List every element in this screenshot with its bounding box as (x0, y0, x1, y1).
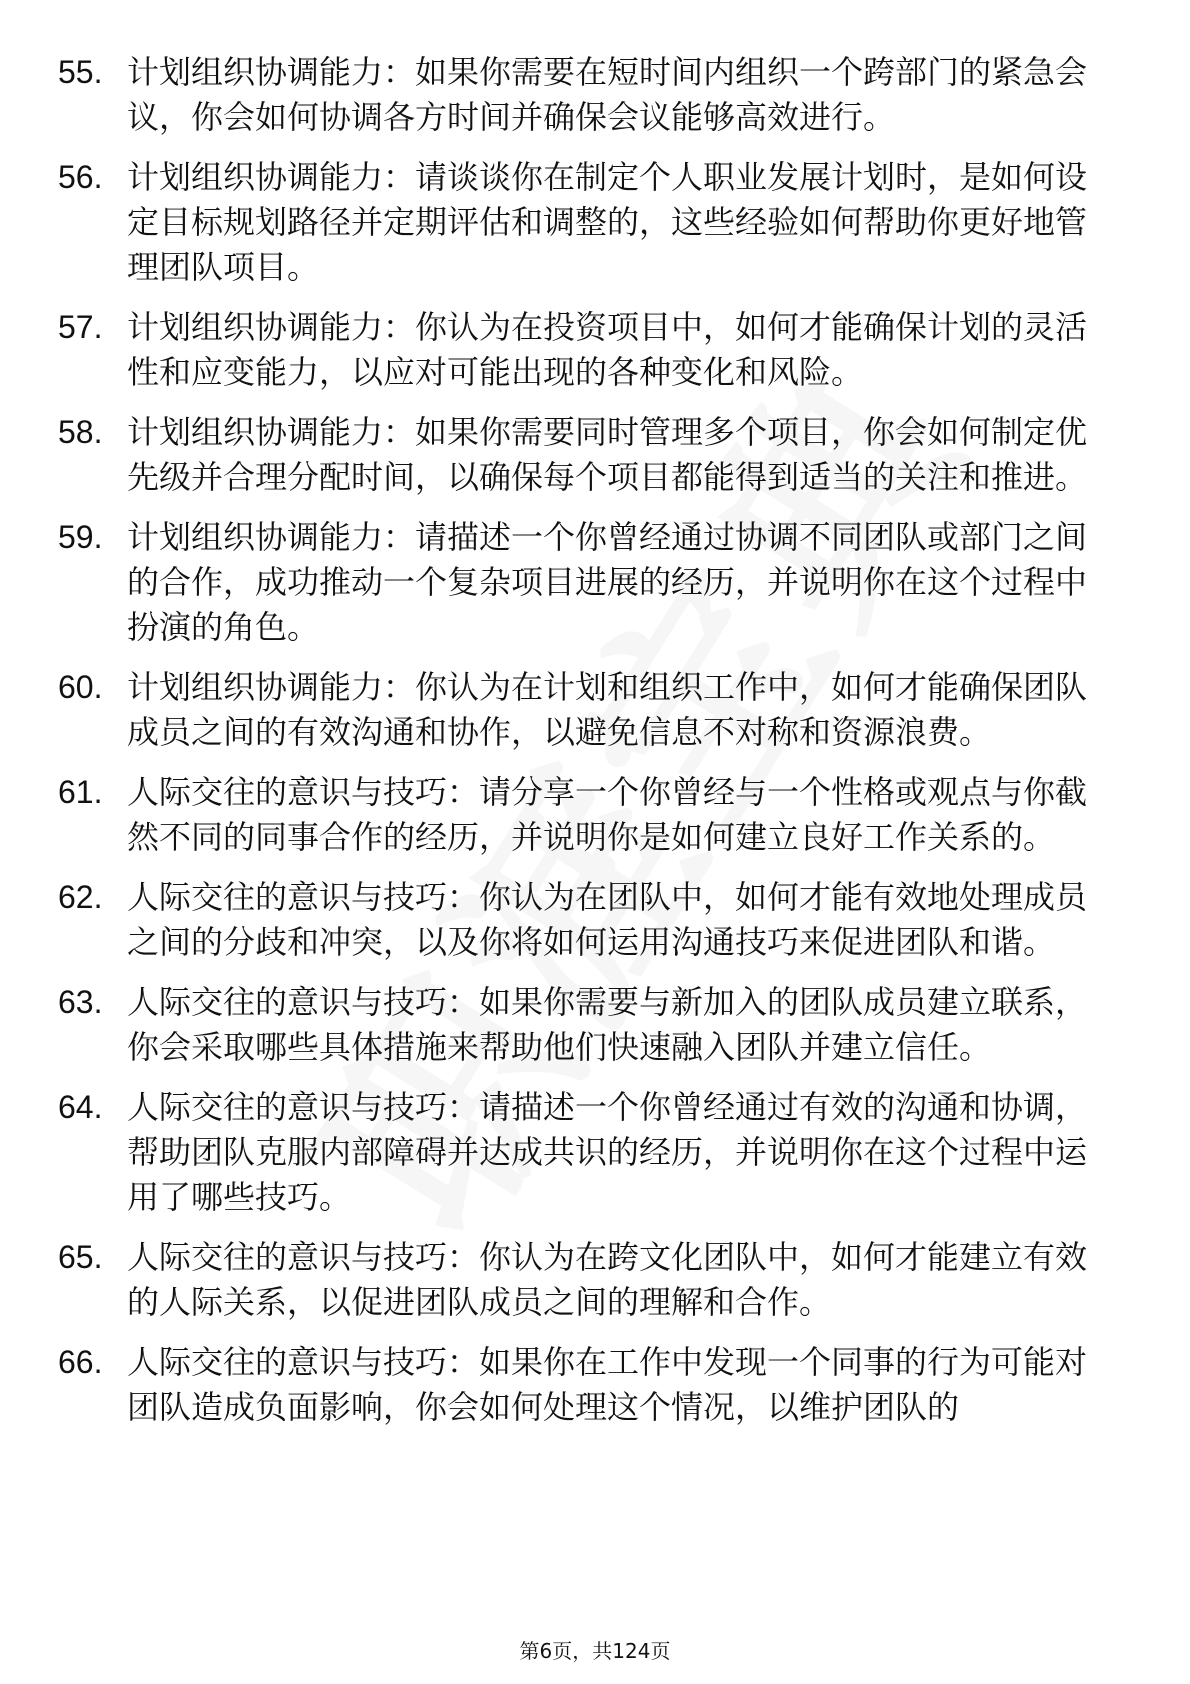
question-number: 63. (58, 984, 103, 1020)
question-number: 55. (58, 54, 103, 90)
question-number: 61. (58, 774, 103, 810)
list-item (0, 305, 1190, 395)
question-number: 65. (58, 1239, 103, 1275)
question-number: 60. (58, 669, 103, 705)
question-text: 计划组织协调能力：如果你需要同时管理多个项目，你会如何制定优先级并合理分配时间，以确保每个项目都能得到适当的关注和推进。 (127, 413, 1088, 496)
page-number: 第6页，共124页 (519, 1639, 671, 1663)
list-item (0, 50, 1190, 140)
question-number: 59. (58, 519, 103, 555)
question-text: 人际交往的意识与技巧：如果你需要与新加入的团队成员建立联系，你会采取哪些具体措施来帮助他们快速融入团队并建立信任。 (127, 983, 1088, 1066)
question-number: 57. (58, 309, 103, 345)
list-item (0, 875, 1190, 965)
question-text: 人际交往的意识与技巧：你认为在团队中，如何才能有效地处理成员之间的分歧和冲突，以及你将如何运用沟通技巧来促进团队和谐。 (127, 878, 1088, 961)
question-text: 人际交往的意识与技巧：如果你在工作中发现一个同事的行为可能对团队造成负面影响，你会如何处理这个情况，以维护团队的 (127, 1343, 1088, 1426)
question-number: 64. (58, 1089, 103, 1125)
question-text: 人际交往的意识与技巧：你认为在跨文化团队中，如何才能建立有效的人际关系，以促进团队成员之间的理解和合作。 (127, 1238, 1088, 1321)
list-item (0, 410, 1190, 500)
list-item (0, 1340, 1190, 1430)
question-number: 66. (58, 1344, 103, 1380)
question-text: 计划组织协调能力：请描述一个你曾经通过协调不同团队或部门之间的合作，成功推动一个复杂项目进展的经历，并说明你在这个过程中扮演的角色。 (127, 518, 1088, 646)
question-number: 58. (58, 414, 103, 450)
list-item (0, 515, 1190, 650)
list-item (0, 980, 1190, 1070)
question-number: 56. (58, 159, 103, 195)
list-item (0, 770, 1190, 860)
list-item (0, 665, 1190, 755)
question-text: 计划组织协调能力：请谈谈你在制定个人职业发展计划时，是如何设定目标规划路径并定期评估和调整的，这些经验如何帮助你更好地管理团队项目。 (127, 158, 1088, 286)
list-item (0, 1235, 1190, 1325)
question-text: 计划组织协调能力：你认为在计划和组织工作中，如何才能确保团队成员之间的有效沟通和协作，以避免信息不对称和资源浪费。 (127, 668, 1088, 751)
question-list (0, 50, 1190, 1445)
question-text: 人际交往的意识与技巧：请描述一个你曾经通过有效的沟通和协调，帮助团队克服内部障碍并达成共识的经历，并说明你在这个过程中运用了哪些技巧。 (127, 1088, 1088, 1216)
list-item (0, 1085, 1190, 1220)
question-text: 计划组织协调能力：如果你需要在短时间内组织一个跨部门的紧急会议，你会如何协调各方时间并确保会议能够高效进行。 (127, 53, 1088, 136)
list-item (0, 155, 1190, 290)
question-text: 人际交往的意识与技巧：请分享一个你曾经与一个性格或观点与你截然不同的同事合作的经历，并说明你是如何建立良好工作关系的。 (127, 773, 1088, 856)
question-text: 计划组织协调能力：你认为在投资项目中，如何才能确保计划的灵活性和应变能力，以应对可能出现的各种变化和风险。 (127, 308, 1088, 391)
question-number: 62. (58, 879, 103, 915)
